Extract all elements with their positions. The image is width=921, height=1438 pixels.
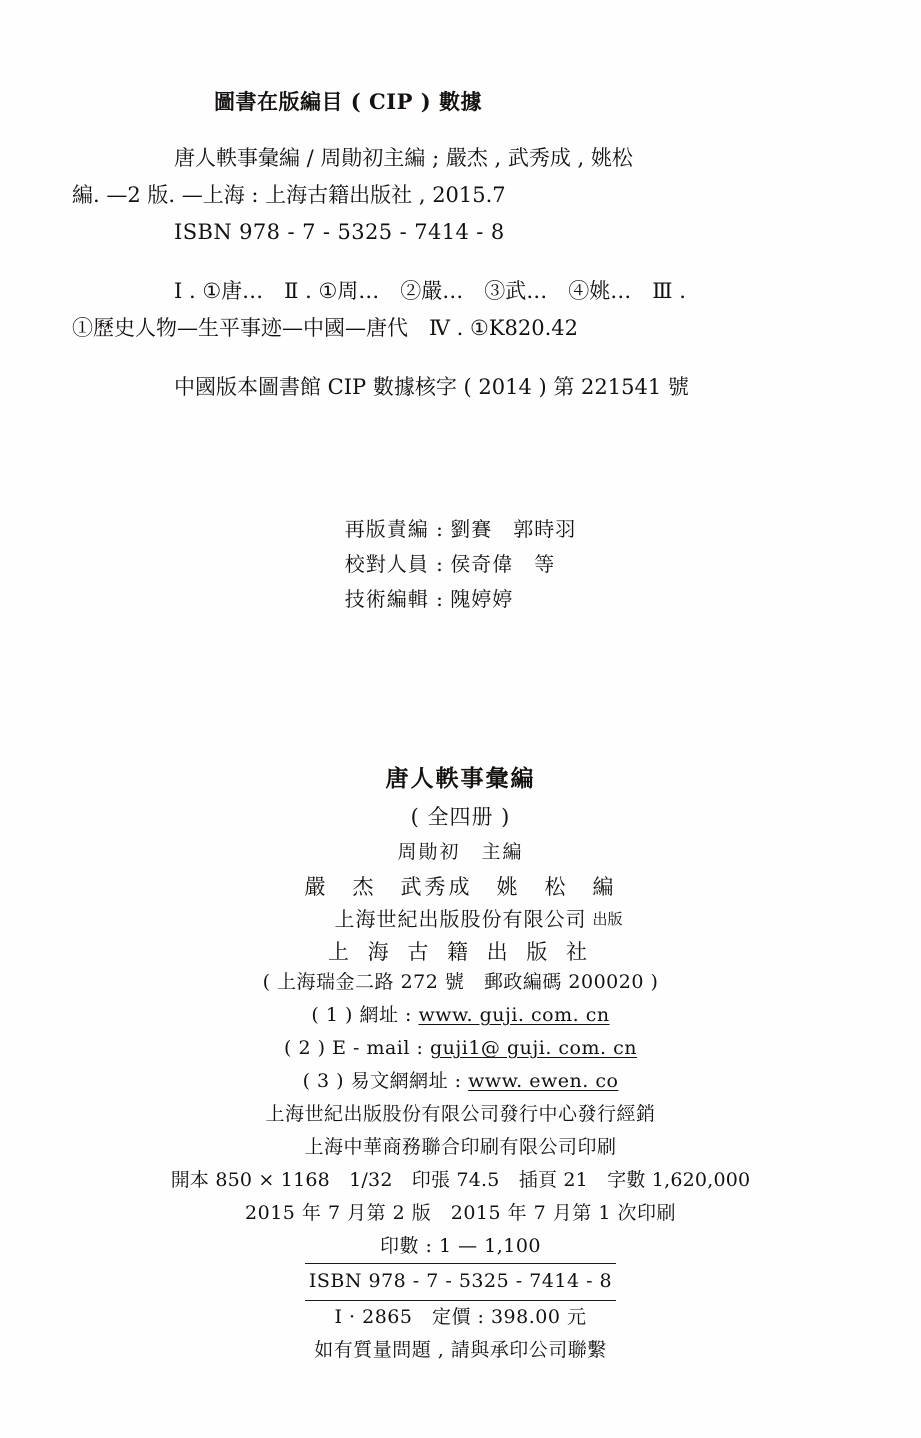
credit-value: 隗婷婷 xyxy=(450,587,514,611)
cip-class-line-2: ①歷史人物—生平事迹—中國—唐代 Ⅳ . ①K820.42 xyxy=(72,316,578,340)
publisher-name: 上 海 古 籍 出 版 社 xyxy=(327,940,594,964)
cip-heading: 圖書在版編目 ( CIP ) 數據 xyxy=(214,89,482,114)
publisher-group-row xyxy=(334,904,623,936)
cip-check-number: 中國版本圖書館 CIP 數據核字 ( 2014 ) 第 221541 號 xyxy=(174,375,689,399)
contact-index: ( 1 ) xyxy=(311,1004,353,1026)
book-title: 唐人軼事彙編 xyxy=(385,765,536,792)
code-and-price: Ⅰ · 2865 定價 : 398.00 元 xyxy=(334,1306,587,1328)
contact-label: E - mail : xyxy=(332,1037,424,1059)
cip-block xyxy=(0,86,921,406)
contact-index: ( 3 ) xyxy=(302,1070,345,1092)
cip-isbn: ISBN 978 - 7 - 5325 - 7414 - 8 xyxy=(174,220,505,244)
contact-email xyxy=(0,1032,921,1065)
cip-class-line-1: Ⅰ . ①唐… Ⅱ . ①周… ②嚴… ③武… ④姚… Ⅲ . xyxy=(174,279,686,303)
credit-label: 再版責編 : xyxy=(344,517,444,541)
edition-info: 2015 年 7 月第 2 版 2015 年 7 月第 1 次印刷 xyxy=(245,1202,676,1224)
book-specs: 開本 850 × 1168 1/32 印張 74.5 插頁 21 字數 1,620,000 xyxy=(170,1169,751,1191)
chief-editor: 周勛初 主編 xyxy=(397,841,524,863)
editors: 嚴 杰 武秀成 姚 松 編 xyxy=(304,875,617,899)
publisher-address: ( 上海瑞金二路 272 號 郵政編碼 200020 ) xyxy=(262,971,659,993)
publisher-group: 上海世紀出版股份有限公司 xyxy=(334,907,587,931)
quality-notice: 如有質量問題 , 請與承印公司聯繫 xyxy=(314,1339,607,1361)
contact-website xyxy=(0,999,921,1032)
contact-value[interactable]: guji1@ guji. com. cn xyxy=(429,1037,637,1059)
cip-spacer-2 xyxy=(72,347,791,369)
contact-label: 網址 : xyxy=(359,1004,412,1026)
publisher-group-suffix: 出版 xyxy=(592,910,623,928)
credit-row xyxy=(345,547,576,582)
cip-entry xyxy=(0,140,921,406)
credit-label: 技術編輯 : xyxy=(344,587,444,611)
distributor: 上海世紀出版股份有限公司發行中心發行經銷 xyxy=(265,1103,656,1125)
printer: 上海中華商務聯合印刷有限公司印刷 xyxy=(304,1136,617,1158)
credit-row xyxy=(345,512,576,547)
credit-label: 校對人員 : xyxy=(344,552,444,576)
cip-entry-line-1: 唐人軼事彙編 / 周勛初主編 ; 嚴杰 , 武秀成 , 姚松 xyxy=(174,146,633,170)
credit-value: 劉賽 郭時羽 xyxy=(450,517,577,541)
print-run: 印數 : 1 — 1,100 xyxy=(379,1235,542,1257)
credits-block xyxy=(0,512,921,617)
contact-ewen xyxy=(0,1065,921,1098)
contact-index: ( 2 ) xyxy=(284,1037,326,1059)
cip-spacer xyxy=(72,251,791,273)
publisher-row xyxy=(0,936,921,966)
credit-value: 侯奇偉 等 xyxy=(450,552,556,576)
isbn-row xyxy=(0,1263,921,1301)
volume-count: ( 全四册 ) xyxy=(410,805,511,829)
credit-row xyxy=(345,582,576,617)
colophon-isbn: ISBN 978 - 7 - 5325 - 7414 - 8 xyxy=(305,1263,616,1301)
contact-value[interactable]: www. guji. com. cn xyxy=(418,1004,610,1026)
contact-value[interactable]: www. ewen. co xyxy=(468,1070,619,1092)
contact-label: 易文網網址 : xyxy=(350,1070,462,1092)
colophon-block xyxy=(0,762,921,1367)
cip-entry-line-2: 編. —2 版. —上海 : 上海古籍出版社 , 2015.7 xyxy=(72,183,506,207)
